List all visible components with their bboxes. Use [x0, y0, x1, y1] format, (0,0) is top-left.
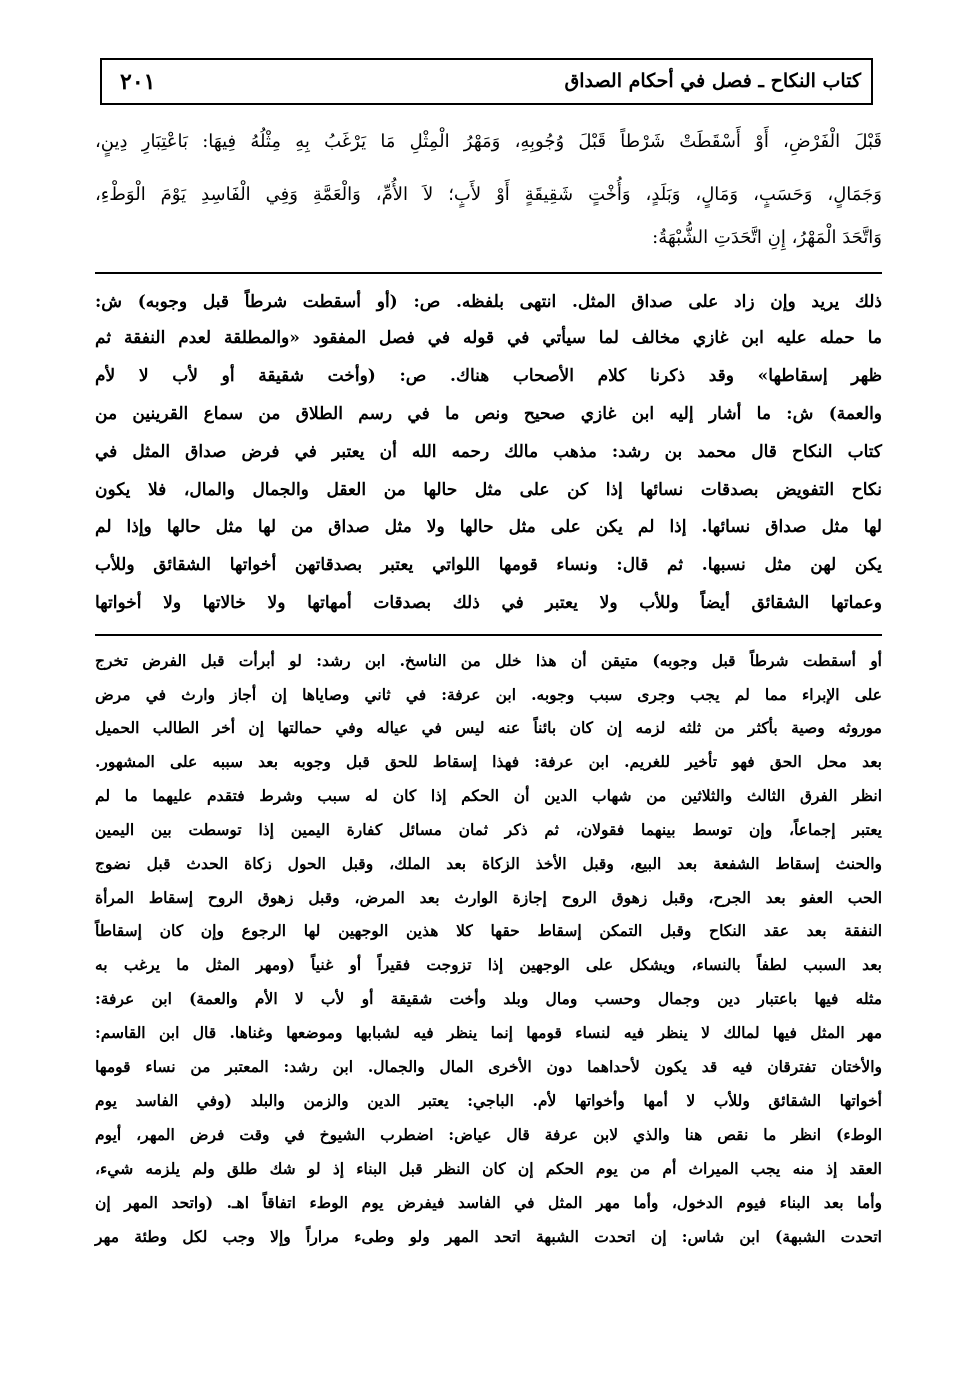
footnote-line: أخواتها الشقائق وللأب لا أمها وأخواتها لأم. الباجي: يعتبر الدين والزمن والبلد (وفي الفاسد يوم	[95, 1091, 882, 1110]
footnote-line: والحنث إسقاط الشفعة بعد البيع، وقبل الأخذ الزكاة بعد الملك، وقبل الحول زكاة الحدث قبل نضوج	[95, 854, 882, 873]
main-text-line: قَبْلَ الْفَرْضِ، أَوْ أَسْقَطَتْ شَرْطاً قَبْلَ وُجُوبِهِ، وَمَهْرُ الْمِثْلِ مَا يَرْغَبُ بِهِ مِثْلُهُ فِيهَا: بَاعْتِبَارِ دِينٍ،	[95, 131, 882, 152]
divider-top	[95, 272, 882, 274]
commentary-line: ظهر إسقاطها» وقد ذكرنا كلام الأصحاب هناك. ص: (وأخت شقيقة أو لأب لا لأم	[95, 366, 882, 386]
footnote-line: والأختان تفترقان فيه قد يكون لأحداهما دون الأخرى المال والجمال. ابن رشد: المعتبر من نساء قومها	[95, 1057, 882, 1076]
footnote-line: يعتبر إجماعاً، وإن توسط بينهما فقولان، ثم ذكر ثمان مسائل كفارة اليمين إذا توسطت بين اليمين	[95, 820, 882, 839]
commentary-line: كتاب النكاح قال محمد بن رشد: مذهب مالك رحمه الله أن يعتبر في فرض صداق المثل في	[95, 442, 882, 462]
footnote-line: الحب العفو بعد الجرح، وقبل زهوق الروح إجازة الوارث بعد المرض، وقبل زهوق الروح إسقاط المرأة	[95, 888, 882, 907]
footnote-line: على الإبراء مما لم يجب وجرى سبب وجوبه. ابن عرفة: في ثاني وصاياها إن أجاز وارث في مرض	[95, 685, 882, 704]
footnote-line: بعد محل الحق فهو تأخير للغريم. ابن عرفة: فهذا إسقاط للحق قبل وجوبه بعد سببه على المشهور.	[95, 752, 882, 771]
commentary-line: يكن لهن مثل نسبها. ثم قال: ونساء قومها اللواتي يعتبر بصدقاتهن أخواتها الشقائق وللأب	[95, 555, 882, 575]
running-header	[100, 58, 873, 105]
footnote-line: انظر الفرق الثالث والثلاثين من شهاب الدين أن الحكم إذا كان له سبب وشرط فتقدم عليهما ما لم	[95, 786, 882, 805]
footnote-line: الوطء) انظر ما نقص هنا والذي لابن عرفة قال عياض: اضطرب الشيوخ في وقت فرض المهر، أيوم	[95, 1125, 882, 1144]
commentary-line: ما حمله عليه ابن غازي مخالف لما سيأتي في قوله في فصل المفقود «والمطلقة لعدم النفقة ثم	[95, 328, 882, 348]
footnote-line: أو أسقطت شرطاً قبل وجوبه) متيقن أن هذا خلل من الناسخ. ابن رشد: لو أبرأت قبل الفرض تخرج	[95, 651, 882, 670]
commentary-line: لها مثل صداق نسائها. إذا لم يكن على مثل حالها ولا مثل صداق من لها مثل حالها وإذا لم	[95, 517, 882, 537]
commentary-line: والعمة) ش: ما أشار إليه ابن غازي صحيح ونص ما في رسم الطلاق من سماع القرينين من	[95, 404, 882, 424]
footnote-line: اتحدت الشبهة) ابن شاس: إن اتحدت الشبهة اتحد المهر ولو وطىء مراراً وإلا وجب لكل وطئة مهر	[95, 1227, 882, 1246]
divider-bottom	[95, 634, 882, 636]
footnote-line: موروثه وصية بأكثر من ثلثه لزمه إن كان بائناً عنه ليس في عياله وفي حمالتها إن أخر الطالب الحميل	[95, 718, 882, 737]
commentary-line: ذلك يريد وإن زاد على صداق المثل. انتهى بلفظه. ص: (أو أسقطت شرطاً قبل وجوبه) ش:	[95, 292, 882, 312]
commentary-line: وعماتها الشقائق أيضاً وللأب ولا يعتبر في ذلك بصدقات أمهاتها ولا خالاتها ولا أخواتها	[95, 593, 882, 613]
chapter-title: كتاب النكاح ـ فصل في أحكام الصداق	[564, 70, 861, 92]
footnote-line: النفقة بعد عقد النكاح وقبل التمكن إسقاط حقها كلا هذين الوجهين لها الرجوع وإن كان إسقاطاً	[95, 921, 882, 940]
footnote-line: بعد السبب لطفاً بالنساء، ويشكل على الوجهين إذا تزوجت فقيراً أو غنياً (ومهر المثل ما يرغب به	[95, 955, 882, 974]
footnote-line: وأما بعد البناء فيوم الدخول، وأما مهر المثل في الفاسد فيفرض يوم الوطء اتفاقاً اهـ. (واتحد المهر إن	[95, 1193, 882, 1212]
main-text-line: وَاتَّحَدَ الْمَهْرُ، إِنِ اتَّحَدَتِ الشُّبْهَةُ:	[652, 227, 882, 248]
commentary-line: نكاح التفويض بصدقات نسائها إذا كن على مثل حالها من العقل والجمال والمال، فلا يكون	[95, 480, 882, 500]
page-number: ٢٠١	[120, 69, 156, 95]
footnote-line: مثله فيها باعتبار دين وجمال وحسب ومال وبلد وأخت شقيقة أو لأب لا الأم والعمة) ابن عرفة:	[95, 989, 882, 1008]
footnote-line: العقد إذ منه يجب الميراث أم من يوم الحكم إن كان النظر قبل البناء إذ لو شك طلق ولم يلزمه شيء،	[95, 1159, 882, 1178]
main-text-line: وَجَمَالٍ، وَحَسَبٍ، وَمَالٍ، وَبَلَدٍ، وَأُخْتٍ شَقِيقَةٍ أَوْ لأَبٍ؛ لاَ الأُمِّ، وَالْعَمَّةِ وَفِي الْفَاسِدِ يَوْمَ الْوَطْءِ،	[95, 184, 882, 205]
footnote-line: مهر المثل فيها لمالك لا ينظر فيه لنساء قومها إنما ينظر فيه لشبابها وموضعها وغناها. قال ابن القاسم:	[95, 1023, 882, 1042]
